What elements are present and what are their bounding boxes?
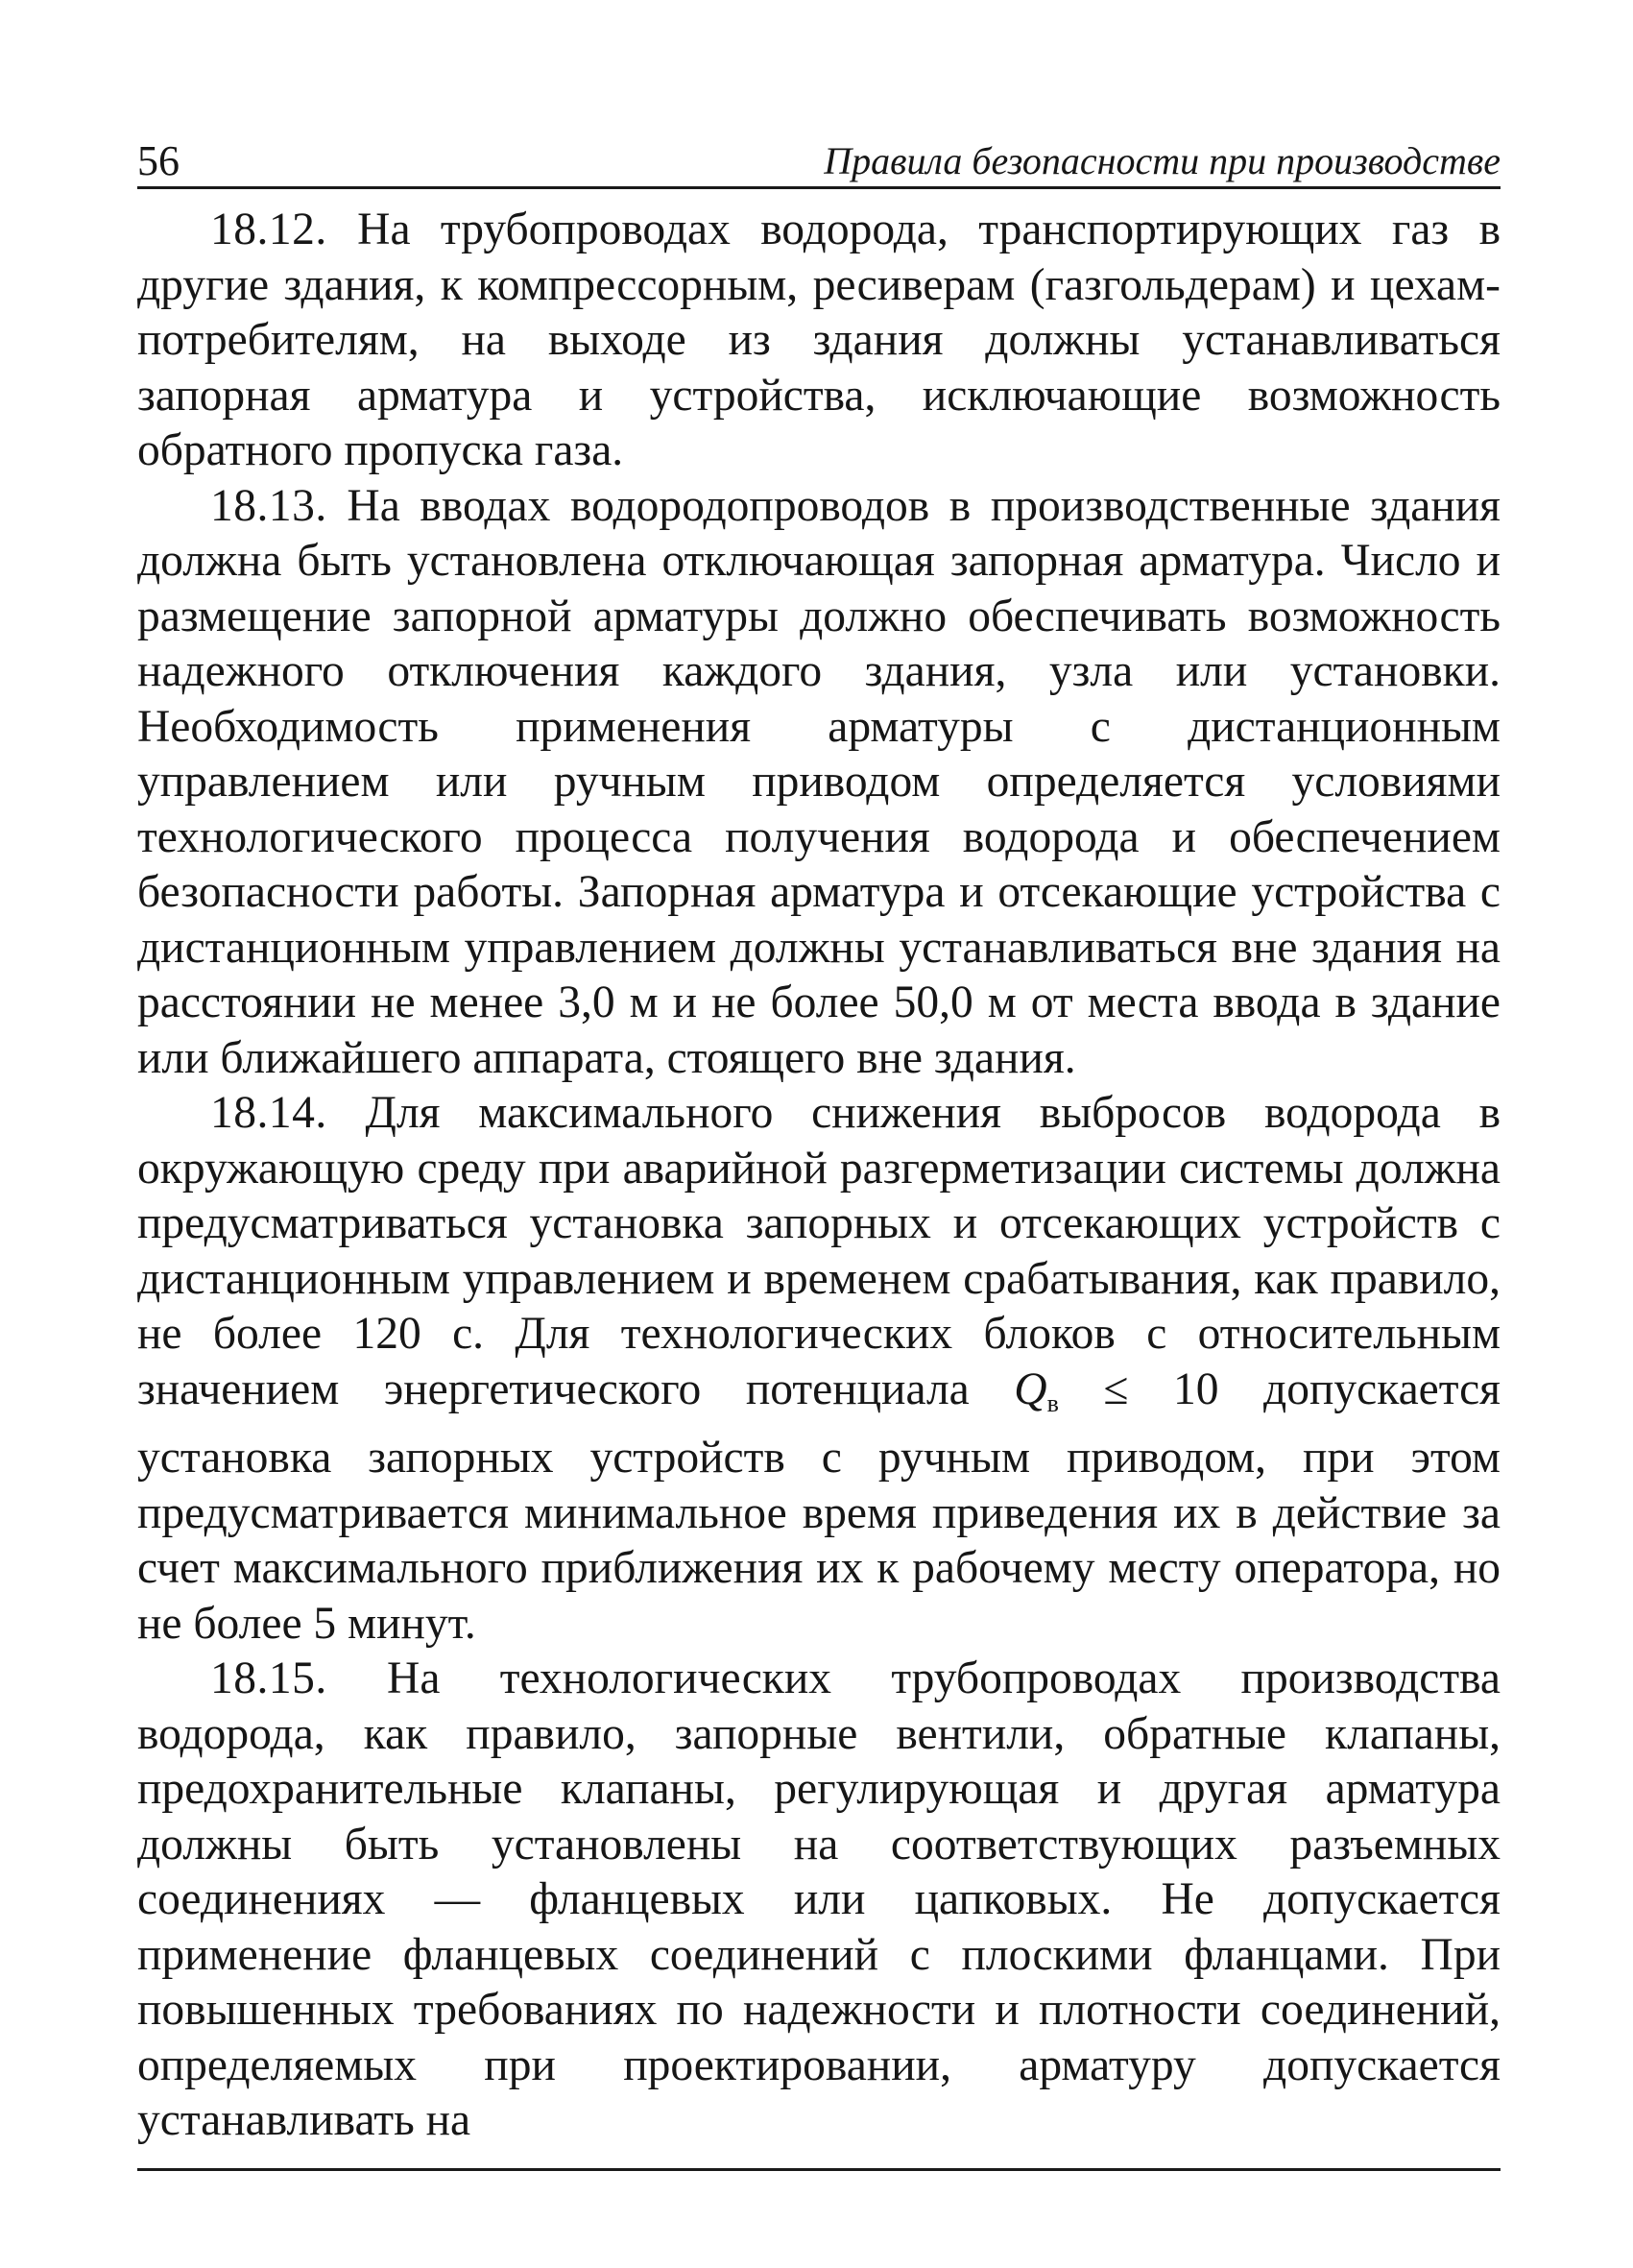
energy-potential-symbol: Q <box>1014 1363 1047 1414</box>
paragraph-number: 18.15. <box>210 1653 327 1703</box>
paragraph-text: На вводах водородопроводов в производственные здания должна быть установлена отключающая запорная арматура. Число и размещение запорной арматуры должно обеспечивать возможность надежного отключения каждого здания, узла или установки. Необходимость применения арматуры с дистанционным управлением или ручным приводом определяется условиями технологического процесса получения водорода и обеспечением безопасности работы. Запорная арматура и отсекающие устройства с дистанционным управлением должны устанавливаться вне здания на расстоянии не менее 3,0 м и не более 50,0 м от места ввода в здание или ближайшего аппарата, стоящего вне здания. <box>137 480 1501 1083</box>
bottom-rule <box>137 2168 1501 2171</box>
paragraph-number: 18.14. <box>210 1088 327 1138</box>
running-title: Правила безопасности при производстве <box>824 139 1501 182</box>
paragraph-18-14 <box>137 1086 1501 1652</box>
paragraph-18-13 <box>137 479 1501 1087</box>
paragraph-text: На трубопроводах водорода, транспортирующих газ в другие здания, к компрессорным, ресиверам (газгольдерам) и цехам-потребителям, на выходе из здания должны устанавливаться запорная арматура и устройства, исключающие возможность обратного пропуска газа. <box>137 205 1501 475</box>
paragraph-text-after: ≤ 10 допускается установка запорных устройств с ручным приводом, при этом предусматривается минимальное время приведения их в действие за счет максимального приближения их к рабочему месту оператора, но не более 5 минут. <box>137 1363 1501 1649</box>
paragraph-18-15 <box>137 1652 1501 2149</box>
paragraph-18-12 <box>137 203 1501 479</box>
document-page <box>137 123 1501 2171</box>
paragraph-number: 18.13. <box>210 480 327 531</box>
page-number: 56 <box>137 137 180 184</box>
paragraph-number: 18.12. <box>210 205 327 254</box>
paragraph-text: На технологических трубопроводах производства водорода, как правило, запорные вентили, обратные клапаны, предохранительные клапаны, регулирующая и другая арматура должны быть установлены на соответствующих разъемных соединениях — фланцевых или цапковых. Не допускается применение фланцевых соединений с плоскими фланцами. При повышенных требованиях по надежности и плотности соединений, определяемых при проектировании, арматуру допускается устанавливать на <box>137 1653 1501 2145</box>
energy-potential-subscript: в <box>1046 1388 1059 1417</box>
body-text <box>137 203 1501 2149</box>
paragraph-text-before: Для максимального снижения выбросов водорода в окружающую среду при аварийной разгерметизации системы должна предусматриваться установка запорных и отсекающих устройств с дистанционным управлением и временем срабатывания, как правило, не более 120 с. Для технологических блоков с относительным значением энергетического потенциала <box>137 1088 1501 1414</box>
running-header <box>137 123 1501 189</box>
